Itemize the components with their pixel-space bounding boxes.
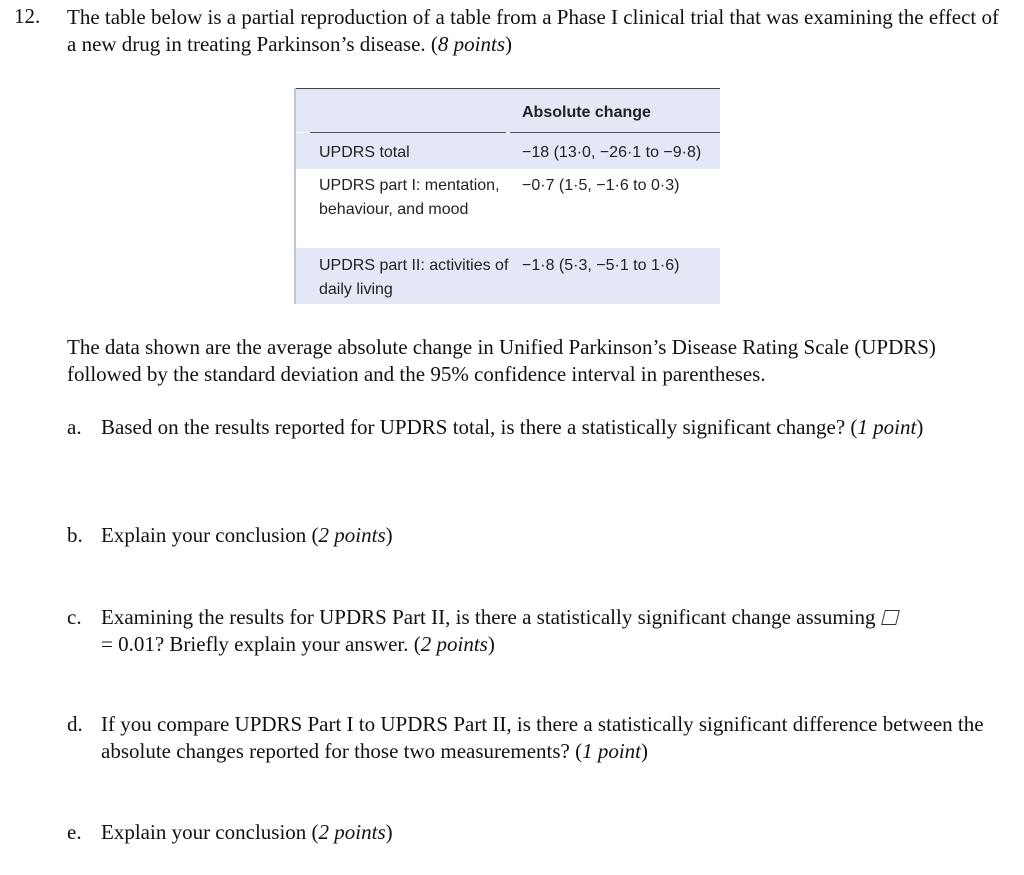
row-label-updrs-total: UPDRS total — [319, 144, 410, 161]
subquestion-text — [101, 522, 1001, 549]
intro-text: The table below is a partial reproduction of a table from a Phase I clinical trial that was examining the effect of a new drug in treating Parkinson’s disease. ( — [67, 5, 1000, 56]
subquestion-text — [101, 414, 1001, 441]
table-top-rule — [294, 88, 720, 89]
subquestion-c — [67, 604, 1007, 664]
subquestion-letter: e. — [67, 820, 82, 844]
subquestion-body: If you compare UPDRS Part I to UPDRS Part II, is there a statistically significant difference between the absolute changes reported for those two measurements? ( — [101, 712, 984, 763]
subquestion-close: ) — [385, 820, 393, 844]
subquestion-letter: c. — [67, 605, 82, 629]
subquestion-b — [67, 522, 1007, 552]
column-header-absolute-change: Absolute change — [522, 104, 651, 121]
subquestion-body-2: = 0.01? Briefly explain your answer. ( — [101, 632, 421, 656]
subquestion-letter: a. — [67, 415, 82, 439]
subquestion-letter: d. — [67, 712, 83, 736]
subquestion-letter: b. — [67, 523, 83, 547]
header-rule-left — [310, 132, 506, 133]
question-intro — [67, 4, 1007, 58]
row-value-updrs-part-1: −0·7 (1·5, −1·6 to 0·3) — [522, 177, 680, 194]
intro-points: 8 points — [437, 32, 506, 56]
subquestion-points: 1 point — [582, 739, 642, 763]
header-rule-right — [510, 132, 720, 133]
subquestion-close: ) — [385, 523, 393, 547]
subquestion-body: Explain your conclusion ( — [101, 523, 319, 547]
subquestion-close: ) — [487, 632, 495, 656]
row-label-updrs-part-2: UPDRS part II: activities of daily living — [319, 257, 509, 298]
subquestion-body: Based on the results reported for UPDRS total, is there a statistically significant change? ( — [101, 415, 858, 439]
subquestion-close: ) — [641, 739, 649, 763]
subquestion-e — [67, 819, 1007, 849]
subquestion-body: Examining the results for UPDRS Part II, is there a statistically significant change assuming — [101, 605, 876, 629]
subquestion-body: Explain your conclusion ( — [101, 820, 319, 844]
table-left-rule — [294, 88, 296, 304]
subquestion-points: 2 points — [318, 523, 386, 547]
row-value-updrs-part-2: −1·8 (5·3, −5·1 to 1·6) — [522, 257, 680, 274]
subquestion-d — [67, 711, 1007, 771]
subquestion-text — [101, 819, 1001, 846]
subquestion-points: 2 points — [318, 820, 386, 844]
subquestion-close: ) — [916, 415, 924, 439]
question-number: 12. — [14, 4, 41, 28]
intro-close: ) — [505, 32, 513, 56]
subquestion-a — [67, 414, 1007, 474]
subquestion-text — [101, 604, 1001, 658]
row-value-updrs-total: −18 (13·0, −26·1 to −9·8) — [522, 144, 702, 161]
alpha-symbol-icon — [881, 610, 900, 625]
subquestion-text — [101, 711, 1001, 765]
results-table — [294, 88, 720, 304]
data-description: The data shown are the average absolute change in Unified Parkinson’s Disease Rating Scale (UPDRS) followed by the standard deviation and the 95% confidence interval in parentheses. — [67, 335, 936, 386]
subquestion-points: 2 points — [420, 632, 488, 656]
row-label-updrs-part-1: UPDRS part I: mentation, behaviour, and mood — [319, 177, 500, 218]
table-header-shade — [294, 88, 720, 132]
subquestion-points: 1 point — [857, 415, 917, 439]
